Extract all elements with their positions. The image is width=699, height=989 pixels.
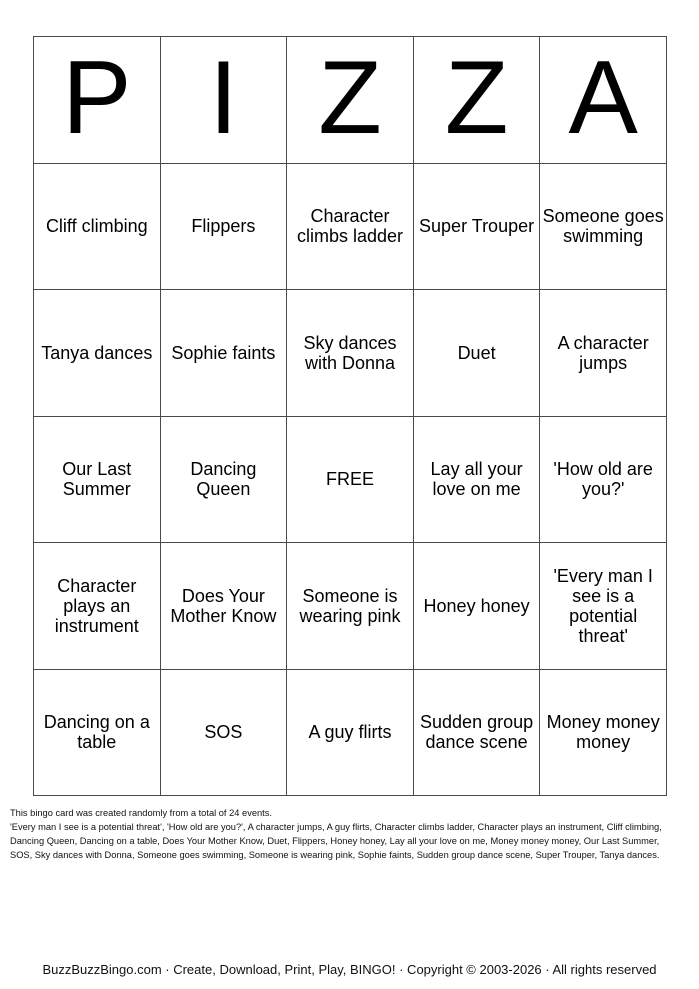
bingo-cell[interactable]: SOS	[160, 669, 287, 796]
events-list-line: SOS, Sky dances with Donna, Someone goes swimming, Someone is wearing pink, Sophie faints, Sudden group dance scene, Super Trouper, Tanya dances.	[10, 850, 660, 860]
bingo-cell[interactable]: 'Every man I see is a potential threat'	[540, 543, 667, 670]
bingo-cell[interactable]: Cliff climbing	[34, 163, 161, 290]
bingo-cell[interactable]: Sophie faints	[160, 290, 287, 417]
bingo-cell[interactable]: Lay all your love on me	[413, 416, 540, 543]
bingo-cell[interactable]: Tanya dances	[34, 290, 161, 417]
bingo-cell[interactable]: Character climbs ladder	[287, 163, 414, 290]
bingo-cell[interactable]: Sky dances with Donna	[287, 290, 414, 417]
free-space-cell[interactable]: FREE	[287, 416, 414, 543]
bingo-cell[interactable]: Flippers	[160, 163, 287, 290]
card-row-4	[34, 543, 667, 670]
bingo-cell[interactable]: A guy flirts	[287, 669, 414, 796]
bingo-cell[interactable]: Our Last Summer	[34, 416, 161, 543]
card-row-5	[34, 669, 667, 796]
bingo-cell[interactable]: Does Your Mother Know	[160, 543, 287, 670]
card-row-1	[34, 163, 667, 290]
bingo-cell[interactable]: Dancing Queen	[160, 416, 287, 543]
events-list-line: Dancing Queen, Dancing on a table, Does Your Mother Know, Duet, Flippers, Honey honey, Lay all your love on me, Money money money, Our Last Summer,	[10, 836, 660, 846]
bingo-cell[interactable]: Dancing on a table	[34, 669, 161, 796]
bingo-cell[interactable]: Someone goes swimming	[540, 163, 667, 290]
bingo-cell[interactable]: A character jumps	[540, 290, 667, 417]
bingo-cell[interactable]: Money money money	[540, 669, 667, 796]
notes-summary: This bingo card was created randomly from a total of 24 events.	[10, 808, 272, 818]
bingo-cell[interactable]: Duet	[413, 290, 540, 417]
card-notes	[10, 806, 694, 862]
card-row-2	[34, 290, 667, 417]
card-row-3	[34, 416, 667, 543]
bingo-cell[interactable]: Honey honey	[413, 543, 540, 670]
site-footer: BuzzBuzzBingo.com · Create, Download, Print, Play, BINGO! · Copyright © 2003-2026 · All rights reserved	[42, 962, 657, 977]
bingo-card	[33, 36, 667, 796]
header-letter-i: I	[160, 37, 287, 164]
bingo-cell[interactable]: Character plays an instrument	[34, 543, 161, 670]
events-list-line: 'Every man I see is a potential threat', 'How old are you?', A character jumps, A guy flirts, Character climbs ladder, Character plays an instrument, Cliff climbing,	[10, 822, 662, 832]
bingo-cell[interactable]: Someone is wearing pink	[287, 543, 414, 670]
header-letter-z1: Z	[287, 37, 414, 164]
header-row	[34, 37, 667, 164]
header-letter-z2: Z	[413, 37, 540, 164]
bingo-cell[interactable]: 'How old are you?'	[540, 416, 667, 543]
header-letter-p: P	[34, 37, 161, 164]
header-letter-a: A	[540, 37, 667, 164]
bingo-cell[interactable]: Super Trouper	[413, 163, 540, 290]
bingo-cell[interactable]: Sudden group dance scene	[413, 669, 540, 796]
